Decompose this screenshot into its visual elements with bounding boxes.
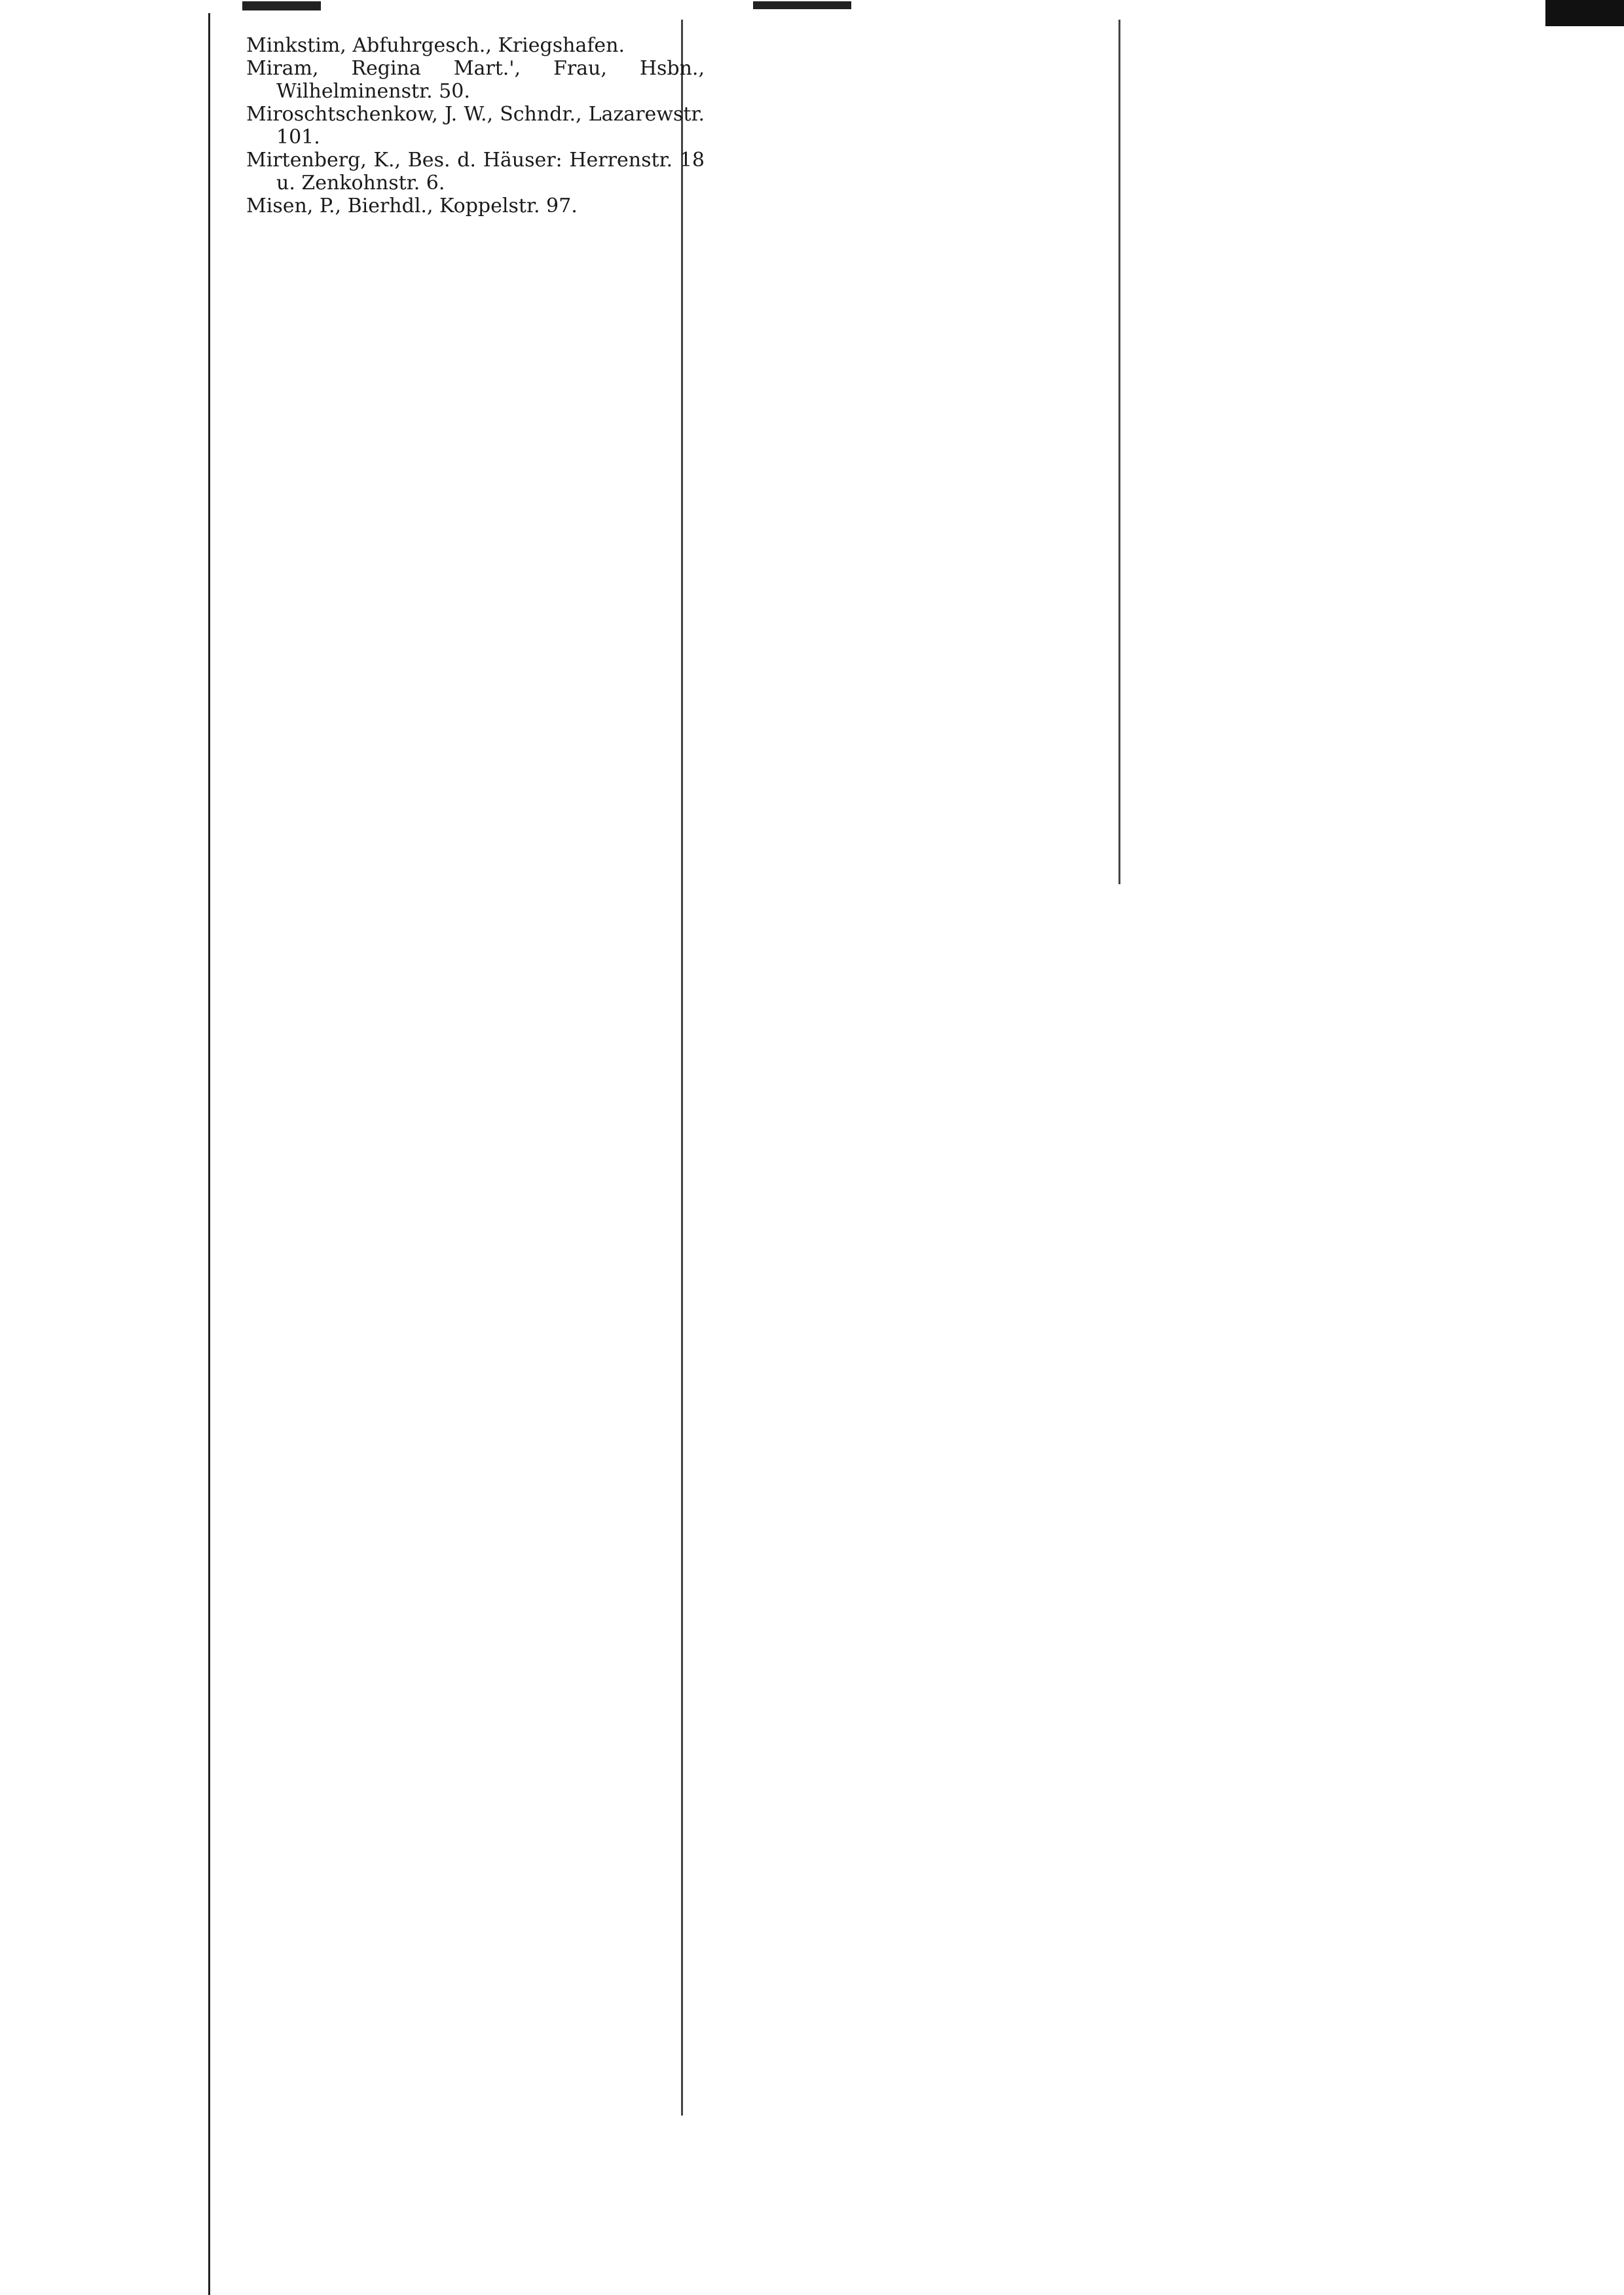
column-divider <box>1118 20 1120 884</box>
directory-entry: Miram, Regina Mart.', Frau, Hsbn., Wilhelminenstr. 50. <box>246 57 705 103</box>
column-1 <box>246 34 705 217</box>
scan-edge-blot <box>1545 0 1624 26</box>
directory-entry: Miroschtschenkow, J. W., Schndr., Lazarewstr. 101. <box>246 103 705 149</box>
scan-artifact-line <box>208 13 210 2295</box>
page-top-edge <box>0 0 1624 26</box>
directory-entry: Misen, P., Bierhdl., Koppelstr. 97. <box>246 195 578 217</box>
page-number-smudge <box>242 1 321 10</box>
running-head-smudge <box>753 1 851 9</box>
directory-entry: Minkstim, Abfuhrgesch., Kriegshafen. <box>246 34 625 57</box>
column-divider <box>681 20 683 2116</box>
directory-entry: Mirtenberg, K., Bes. d. Häuser: Herrenstr. 18 u. Zenkohnstr. 6. <box>246 149 705 195</box>
